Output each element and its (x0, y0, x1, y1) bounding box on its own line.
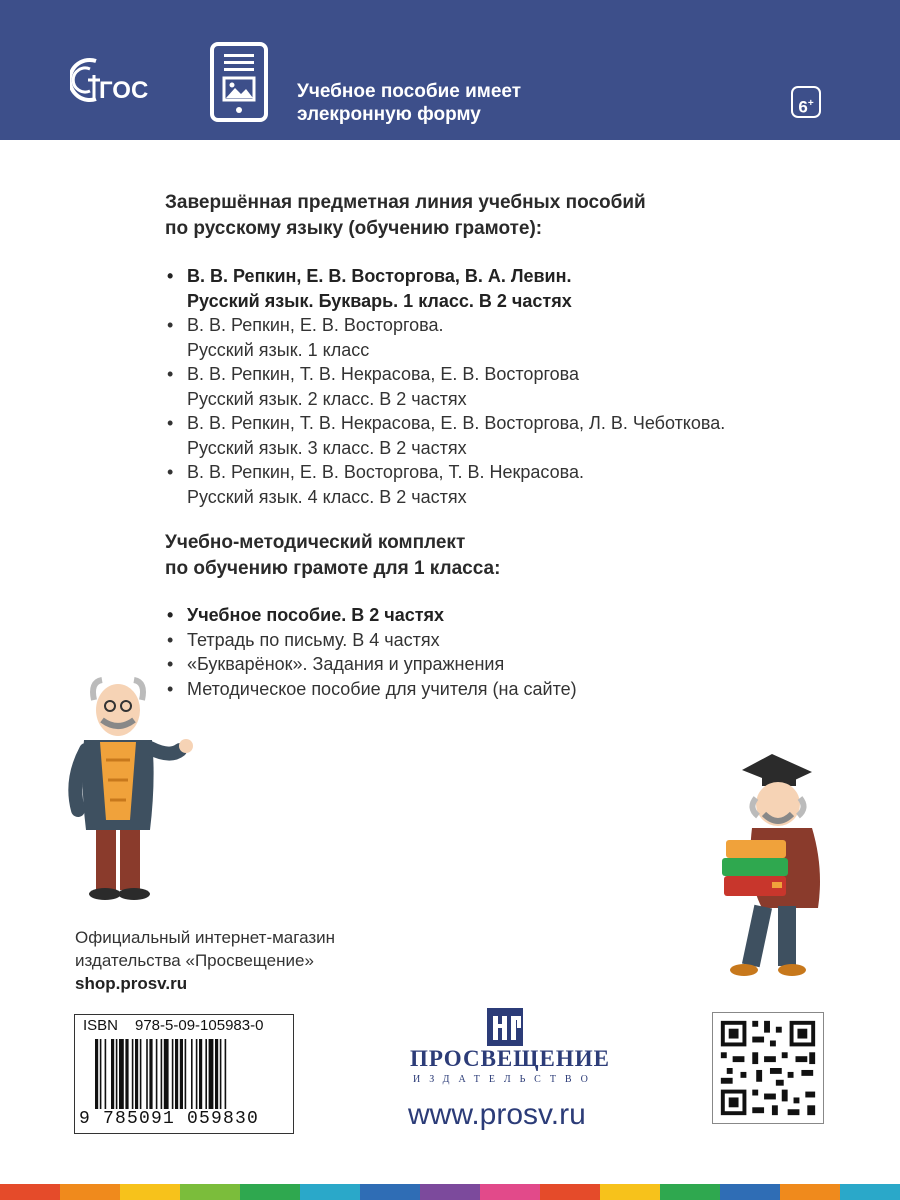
professor-illustration-right (712, 748, 832, 988)
tablet-icon (210, 42, 268, 122)
section-1-title (165, 190, 646, 242)
barcode-bar (132, 1039, 134, 1109)
list-item-title: Русский язык. Букварь. 1 класс. В 2 частях (187, 290, 572, 311)
color-stripe (600, 1184, 660, 1200)
color-stripe (300, 1184, 360, 1200)
barcode-bar (125, 1039, 128, 1109)
isbn-barcode (74, 1014, 294, 1134)
shop-url-link[interactable]: shop.prosv.ru (75, 974, 188, 993)
color-stripe (540, 1184, 600, 1200)
barcode-bar (140, 1039, 142, 1109)
color-stripe (0, 1184, 60, 1200)
barcode-bar (220, 1039, 222, 1109)
list-item-title: Русский язык. 2 класс. В 2 частях (187, 388, 467, 409)
barcode-bar (146, 1039, 148, 1109)
section-2-title-line-1: Учебно-методический комплект (165, 532, 466, 553)
barcode-bar (215, 1039, 218, 1109)
color-stripe (240, 1184, 300, 1200)
barcode-bar (191, 1039, 193, 1109)
shop-line-1: Официальный интернет-магазин (75, 928, 336, 947)
color-stripe (60, 1184, 120, 1200)
barcode-bar (100, 1039, 102, 1109)
barcode-bar (156, 1039, 158, 1109)
fgos-logo-label: ГОС (99, 77, 149, 104)
section-1-title-line-1: Завершённая предметная линия учебных пособий (165, 192, 646, 213)
publisher-subtitle: ИЗДАТЕЛЬСТВО (413, 1074, 597, 1085)
color-stripe (120, 1184, 180, 1200)
color-stripe (480, 1184, 540, 1200)
age-rating-badge (791, 86, 821, 118)
age-rating-value: 6 (798, 97, 808, 117)
list-item-authors: • В. В. Репкин, Т. В. Некрасова, Е. В. Восторгова (187, 364, 580, 384)
barcode-bar (196, 1039, 198, 1109)
barcode-bars (95, 1039, 285, 1109)
publisher-name: ПРОСВЕЩЕНИЕ (410, 1046, 610, 1071)
list-item (165, 313, 725, 362)
barcode-bar (105, 1039, 107, 1109)
list-item (165, 264, 725, 313)
list-item (165, 460, 725, 509)
color-stripe (780, 1184, 840, 1200)
barcode-bar (111, 1039, 114, 1109)
list-item: • Учебное пособие. В 2 частях (165, 603, 577, 628)
list-item (165, 411, 725, 460)
section-1-title-line-2: по русскому языку (обучению грамоте): (165, 218, 543, 239)
barcode-bar (175, 1039, 178, 1109)
teaching-kit-list (165, 603, 577, 701)
isbn-label: ISBN (83, 1017, 119, 1034)
barcode-bar (199, 1039, 202, 1109)
list-item-title: Русский язык. 1 класс (187, 339, 370, 360)
barcode-digits: 9 785091 059830 (79, 1109, 260, 1129)
publisher-logo-icon (485, 1006, 525, 1048)
list-item-title: Русский язык. 3 класс. В 2 частях (187, 437, 467, 458)
section-2-title-line-2: по обучению грамоте для 1 класса: (165, 558, 501, 579)
professor-illustration-left (50, 670, 200, 910)
color-stripe (720, 1184, 780, 1200)
textbook-line-list (165, 264, 725, 509)
barcode-bar (161, 1039, 163, 1109)
age-rating-plus: + (807, 98, 814, 109)
barcode-bar (209, 1039, 214, 1109)
eform-line-1: Учебное пособие имеет (297, 81, 522, 102)
barcode-bar (185, 1039, 187, 1109)
barcode-bar (119, 1039, 124, 1109)
shop-line-2: издательства «Просвещение» (75, 951, 314, 970)
section-2-title (165, 530, 500, 582)
color-stripe (660, 1184, 720, 1200)
barcode-bar (116, 1039, 118, 1109)
header-band (0, 0, 900, 140)
online-shop-info (75, 926, 335, 995)
eform-notice (297, 80, 521, 126)
barcode-bar (205, 1039, 207, 1109)
list-item-authors: • В. В. Репкин, Е. В. Восторгова, В. А. Левин. (187, 266, 572, 286)
barcode-bar (225, 1039, 227, 1109)
publisher-website-link[interactable]: www.prosv.ru (408, 1098, 586, 1131)
color-stripe (360, 1184, 420, 1200)
color-stripe (420, 1184, 480, 1200)
list-item-authors: • В. В. Репкин, Т. В. Некрасова, Е. В. Восторгова, Л. В. Чеботкова. (187, 413, 726, 433)
qr-code-icon[interactable] (712, 1012, 824, 1124)
list-item: • «Букварёнок». Задания и упражнения (165, 652, 577, 677)
barcode-bar (164, 1039, 169, 1109)
list-item (165, 362, 725, 411)
barcode-bar (149, 1039, 152, 1109)
list-item-authors: • В. В. Репкин, Е. В. Восторгова, Т. В. Некрасова. (187, 462, 585, 482)
barcode-bar (180, 1039, 183, 1109)
list-item-title: Русский язык. 4 класс. В 2 частях (187, 486, 467, 507)
barcode-bar (135, 1039, 138, 1109)
barcode-bar (172, 1039, 174, 1109)
list-item: • Методическое пособие для учителя (на сайте) (165, 677, 577, 702)
color-stripe (840, 1184, 900, 1200)
color-stripe (180, 1184, 240, 1200)
eform-line-2: элекронную форму (297, 104, 481, 125)
list-item-authors: • В. В. Репкин, Е. В. Восторгова. (187, 315, 444, 335)
list-item: • Тетрадь по письму. В 4 частях (165, 628, 577, 653)
isbn-number: 978-5-09-105983-0 (135, 1017, 264, 1034)
barcode-bar (95, 1039, 98, 1109)
